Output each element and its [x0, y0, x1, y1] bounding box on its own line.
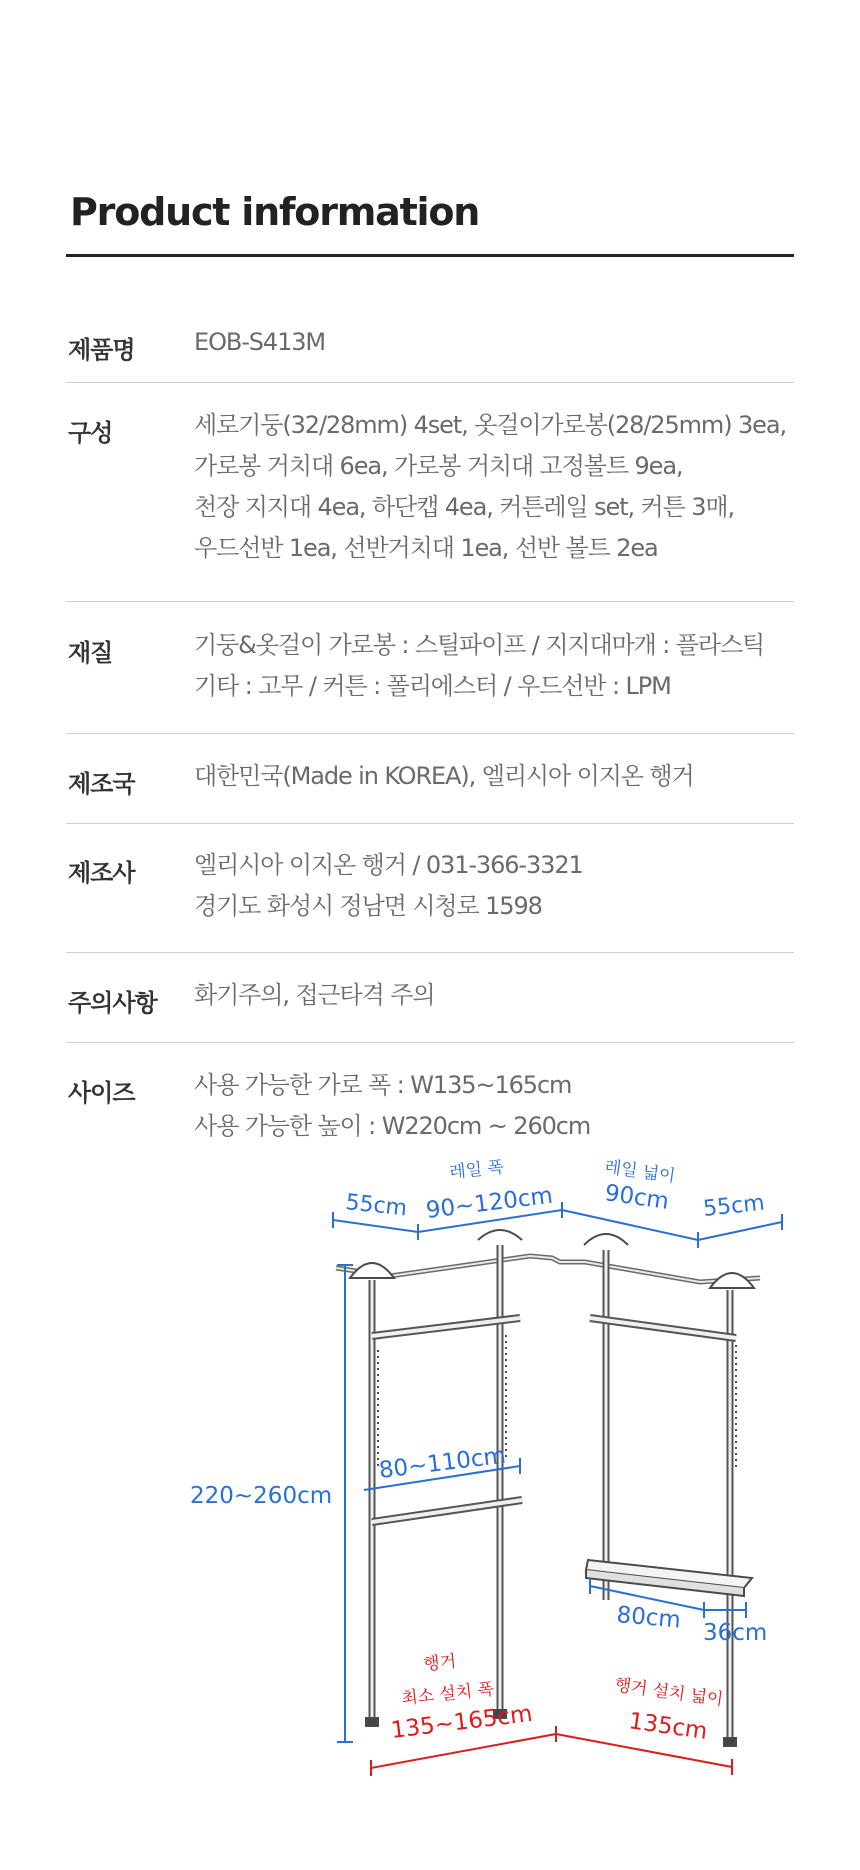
row-label: 재질	[68, 639, 113, 667]
inner-bar-width-label: 80~110cm	[377, 1442, 508, 1484]
row-value: 사용 가능한 가로 폭 : W135~165cm	[194, 1071, 572, 1099]
row-value: 엘리시아 이지온 행거 / 031-366-3321	[194, 851, 583, 879]
min-width-caption-1: 행거	[422, 1651, 458, 1675]
row-value: 세로기둥(32/28mm) 4set, 옷걸이가로봉(28/25mm) 3ea,	[194, 411, 786, 439]
row-value: 화기주의, 접근타격 주의	[194, 981, 435, 1009]
row-label: 사이즈	[68, 1079, 135, 1107]
row-label: 제품명	[68, 336, 135, 364]
row-label: 주의사항	[68, 989, 157, 1017]
row-value: 사용 가능한 높이 : W220cm ~ 260cm	[194, 1112, 591, 1140]
rail-width-value: 90~120cm	[424, 1182, 555, 1224]
section-title: Product information	[70, 190, 480, 234]
row-value: EOB-S413M	[194, 328, 326, 356]
row-value: 가로봉 거치대 6ea, 가로봉 거치대 고정볼트 9ea,	[194, 452, 683, 480]
row-value: 기타 : 고무 / 커튼 : 폴리에스터 / 우드선반 : LPM	[194, 672, 671, 700]
height-range-label: 220~260cm	[190, 1483, 333, 1509]
row-value: 기둥&옷걸이 가로봉 : 스틸파이프 / 지지대마개 : 플라스틱	[194, 631, 765, 659]
rail-depth-caption: 레일 넓이	[603, 1157, 677, 1187]
shelf-width-label: 80cm	[615, 1602, 682, 1634]
rail-depth-value: 90cm	[603, 1180, 671, 1215]
row-value: 경기도 화성시 정남면 시청로 1598	[194, 892, 542, 920]
row-value: 우드선반 1ea, 선반거치대 1ea, 선반 볼트 2ea	[194, 534, 658, 562]
install-depth-caption: 행거 설치 넓이	[613, 1675, 725, 1711]
min-width-value: 135~165cm	[389, 1700, 534, 1744]
hanger-frame-illustration	[336, 1230, 760, 1746]
rail-width-caption: 레일 폭	[448, 1157, 505, 1183]
right-end-label: 55cm	[702, 1190, 766, 1222]
row-label: 제조국	[68, 770, 135, 798]
row-value: 천장 지지대 4ea, 하단캡 4ea, 커튼레일 set, 커튼 3매,	[194, 493, 735, 521]
install-depth-value: 135cm	[627, 1708, 709, 1745]
row-label: 구성	[68, 419, 113, 447]
shelf-depth-label: 36cm	[703, 1620, 768, 1646]
min-width-caption-2: 최소 설치 폭	[400, 1679, 495, 1709]
row-value: 대한민국(Made in KOREA), 엘리시아 이지온 행거	[194, 762, 694, 790]
left-end-label: 55cm	[344, 1190, 409, 1222]
row-label: 제조사	[68, 859, 135, 887]
